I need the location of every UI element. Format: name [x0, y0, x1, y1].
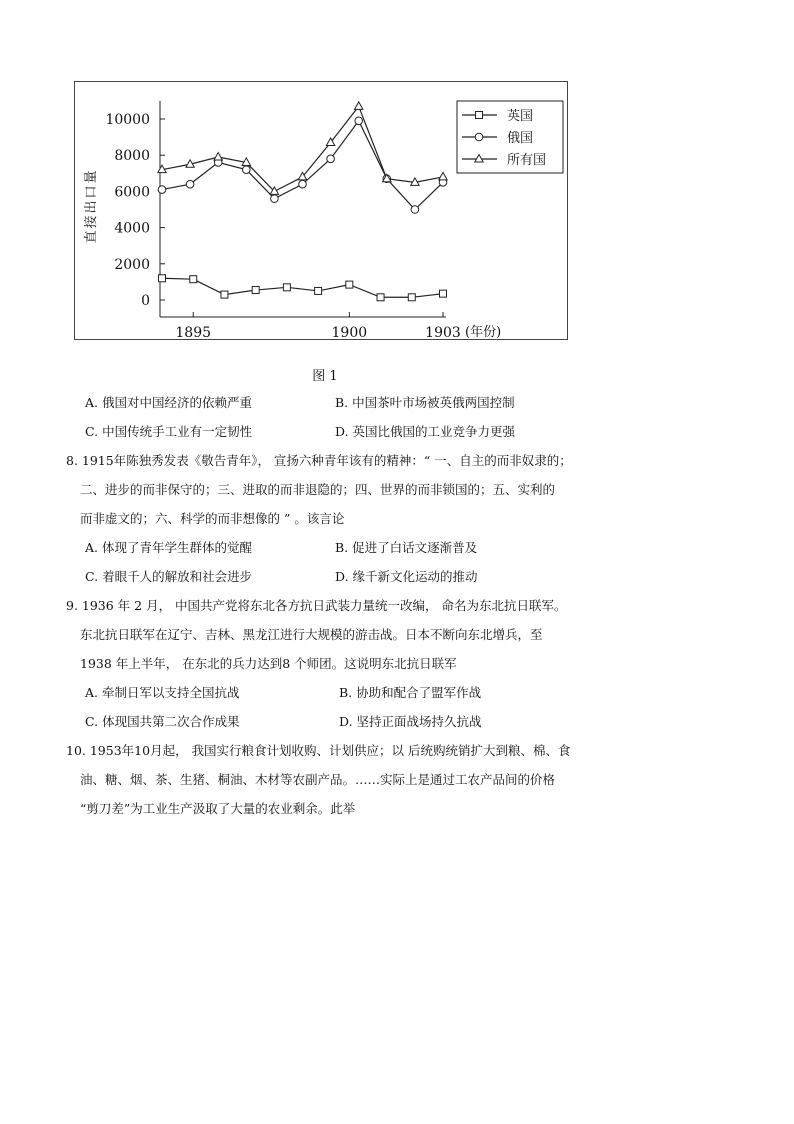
data-point — [158, 186, 166, 194]
q9-stem-line-2: 东北抗日联军在辽宁、吉林、黑龙江进行大规模的游击战。日本不断向东北增兵，至 — [80, 627, 543, 642]
q7-option-d: D. 英国比俄国的工业竞争力更强 — [335, 424, 516, 439]
data-point — [315, 287, 322, 294]
legend-label: 所有国 — [507, 153, 547, 168]
y-tick-label: 0 — [141, 293, 150, 309]
q10-stem-line-3: “剪刀差”为工业生产汲取了大量的农业剩余。此举 — [80, 801, 356, 816]
x-tick-label: 1903 — [425, 325, 461, 340]
y-tick-label: 8000 — [114, 148, 150, 165]
y-axis-label: 直接出口量 — [84, 168, 99, 244]
legend-marker — [476, 112, 483, 119]
data-point — [271, 195, 279, 203]
export-line-chart — [74, 81, 568, 340]
data-point — [159, 275, 166, 282]
y-tick-label: 6000 — [114, 184, 150, 201]
q9-stem-line-3: 1938 年上半年， 在东北的兵力达到8 个师团。这说明东北抗日联军 — [80, 656, 457, 671]
data-point — [214, 153, 222, 161]
data-point — [186, 180, 194, 188]
q7-option-b: B. 中国茶叶市场被英俄两国控制 — [335, 395, 515, 410]
legend-marker — [475, 133, 483, 141]
q10-stem-line-1: 10. 1953年10月起， 我国实行粮食计划收购、计划供应；以 后统购统销扩大到粮、棉、食 — [66, 743, 571, 758]
data-point — [221, 291, 228, 298]
data-point — [439, 172, 447, 180]
data-point — [355, 117, 363, 125]
x-tick-label: 1900 — [331, 325, 368, 340]
data-point — [243, 166, 251, 174]
y-tick-label: 2000 — [114, 256, 150, 273]
data-point — [252, 287, 259, 294]
data-point — [190, 276, 197, 283]
data-point — [355, 102, 363, 110]
data-point — [377, 294, 384, 301]
q8-stem-line-1: 8. 1915年陈独秀发表《敬告青年》， 宣扬六种青年该有的精神：“ 一、自主的而非奴隶的； — [66, 453, 572, 468]
data-point — [411, 206, 419, 214]
q9-option-d: D. 坚持正面战场持久抗战 — [339, 714, 482, 729]
series-line — [162, 121, 443, 210]
y-tick-label: 10000 — [105, 112, 150, 128]
q8-option-c: C. 着眼千人的解放和社会进步 — [85, 569, 253, 584]
q9-option-b: B. 协助和配合了盟军作战 — [339, 685, 482, 700]
q9-option-a: A. 牵制日军以支持全国抗战 — [85, 685, 240, 700]
q8-option-d: D. 缘千新文化运动的推动 — [335, 569, 478, 584]
q9-option-c: C. 体现国共第二次合作成果 — [85, 714, 240, 729]
q7-option-c: C. 中国传统手工业有一定韧性 — [85, 424, 253, 439]
series-line — [162, 278, 443, 297]
data-point — [408, 294, 415, 301]
q9-stem-line-1: 9. 1936 年 2 月， 中国共产党将东北各方抗日武装力量统一改编， 命名为东北抗日联军。 — [66, 598, 567, 613]
figure-caption: 图 1 — [312, 369, 338, 384]
q7-option-a: A. 俄国对中国经济的依赖严重 — [85, 395, 252, 410]
q8-stem-line-2: 二、进步的而非保守的；三、进取的而非退隐的；四、世界的而非锁国的；五、实利的 — [80, 482, 556, 497]
data-point — [299, 180, 307, 188]
data-point — [440, 290, 447, 297]
legend-label: 俄国 — [507, 131, 534, 146]
q8-option-b: B. 促进了白话文逐渐普及 — [335, 540, 478, 555]
q8-option-a: A. 体现了青年学生群体的觉醒 — [85, 540, 252, 555]
x-tick-label: 1895 — [175, 325, 212, 340]
q8-stem-line-3: 而非虚文的；六、科学的而非想像的 ” 。该言论 — [80, 511, 345, 526]
legend-label: 英国 — [507, 109, 534, 124]
y-tick-label: 4000 — [114, 220, 150, 237]
data-point — [283, 284, 290, 291]
data-point — [327, 155, 335, 163]
q10-stem-line-2: 油、糖、烟、茶、生猪、桐油、木材等农副产品。……实际上是通过工农产品间的价格 — [80, 772, 556, 787]
x-axis-label: (年份) — [465, 325, 502, 340]
data-point — [346, 281, 353, 288]
